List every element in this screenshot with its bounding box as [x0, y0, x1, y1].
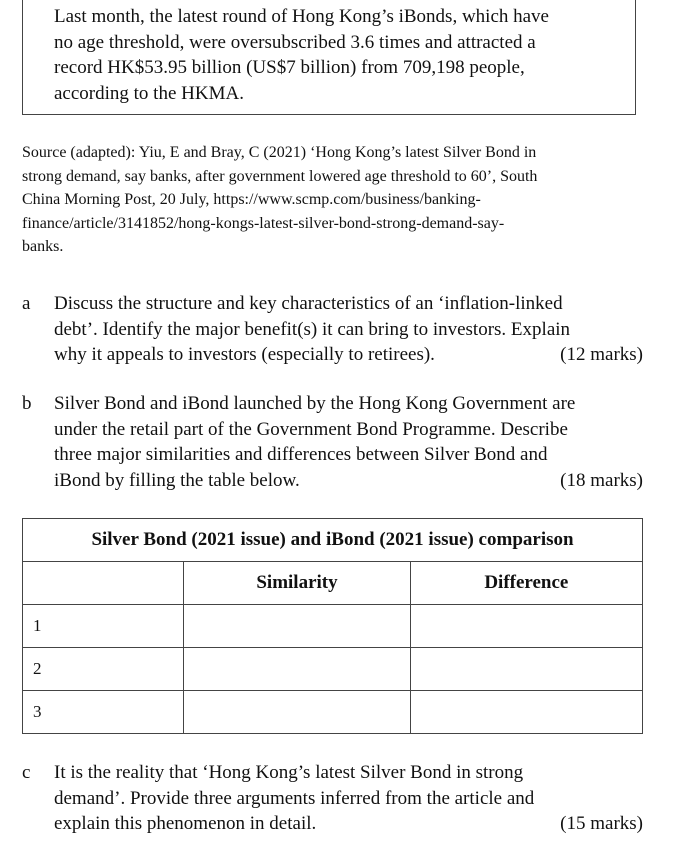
row-number: 1	[23, 605, 184, 648]
table-header-difference: Difference	[410, 562, 642, 605]
table-row	[23, 691, 643, 734]
quote-text	[54, 4, 624, 106]
comparison-table	[22, 518, 643, 734]
table-title: Silver Bond (2021 issue) and iBond (2021 issue) comparison	[23, 519, 643, 562]
row-number: 3	[23, 691, 184, 734]
similarity-cell[interactable]	[184, 691, 410, 734]
source-line: banks.	[22, 238, 64, 255]
question-line: iBond by filling the table below.	[54, 469, 300, 491]
row-number: 2	[23, 648, 184, 691]
source-line: Source (adapted): Yiu, E and Bray, C (2021) ‘Hong Kong’s latest Silver Bond in	[22, 144, 537, 161]
source-line: China Morning Post, 20 July, https://www.scmp.com/business/banking-	[22, 191, 481, 208]
question-line: why it appeals to investors (especially to retirees).	[54, 344, 435, 365]
question-line: debt’. Identify the major benefit(s) it can bring to investors. Explain	[54, 318, 571, 340]
quote-line: no age threshold, were oversubscribed 3.6 times and attracted a	[54, 31, 536, 53]
question-line: Discuss the structure and key characteristics of an ‘inflation-linked	[54, 293, 563, 314]
table-row	[23, 648, 643, 691]
source-citation	[22, 141, 652, 259]
marks-label: (15 marks)	[560, 813, 643, 834]
question-line: three major similarities and differences between Silver Bond and	[54, 444, 548, 465]
similarity-cell[interactable]	[184, 605, 410, 648]
difference-cell[interactable]	[410, 691, 642, 734]
question-a	[22, 291, 643, 368]
table-header-number	[23, 562, 184, 605]
marks-label: (12 marks)	[560, 344, 643, 365]
source-line: strong demand, say banks, after government lowered age threshold to 60’, South	[22, 167, 538, 185]
source-line: finance/article/3141852/hong-kongs-latest-silver-bond-strong-demand-say-	[22, 214, 505, 232]
table-header-similarity: Similarity	[184, 562, 410, 605]
table-header-row	[23, 562, 643, 605]
question-line: demand’. Provide three arguments inferred from the article and	[54, 787, 535, 809]
question-letter: a	[22, 293, 31, 314]
difference-cell[interactable]	[410, 605, 642, 648]
question-letter: b	[22, 393, 32, 414]
quote-line: according to the HKMA.	[54, 82, 244, 104]
question-line: explain this phenomenon in detail.	[54, 813, 317, 834]
question-c	[22, 760, 643, 837]
difference-cell[interactable]	[410, 648, 642, 691]
quote-line: record HK$53.95 billion (US$7 billion) from 709,198 people,	[54, 57, 525, 78]
question-b	[22, 391, 643, 493]
question-line: Silver Bond and iBond launched by the Hong Kong Government are	[54, 393, 576, 414]
table-row	[23, 605, 643, 648]
quote-line: Last month, the latest round of Hong Kong’s iBonds, which have	[54, 6, 549, 27]
question-line: under the retail part of the Government Bond Programme. Describe	[54, 418, 568, 440]
similarity-cell[interactable]	[184, 648, 410, 691]
question-line: It is the reality that ‘Hong Kong’s latest Silver Bond in strong	[54, 762, 524, 783]
question-letter: c	[22, 762, 31, 783]
marks-label: (18 marks)	[560, 469, 643, 491]
